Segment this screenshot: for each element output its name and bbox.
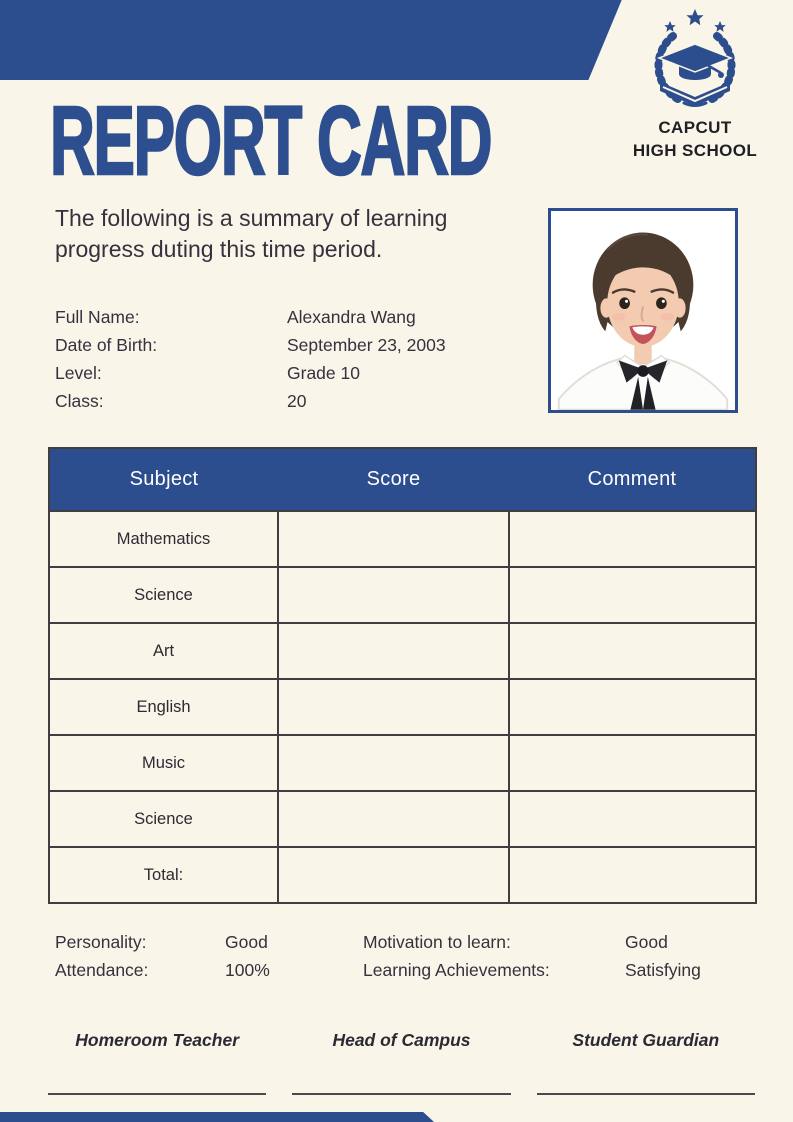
remark-label: Learning Achievements: bbox=[363, 959, 550, 980]
comment-cell bbox=[509, 735, 756, 791]
subject-cell: English bbox=[49, 679, 278, 735]
school-logo bbox=[610, 8, 780, 162]
school-name-line2: HIGH SCHOOL bbox=[632, 141, 758, 160]
score-cell bbox=[278, 735, 509, 791]
comment-cell bbox=[509, 847, 756, 903]
star-icon bbox=[686, 9, 703, 25]
column-header-subject: Subject bbox=[49, 448, 278, 511]
comment-cell bbox=[509, 679, 756, 735]
remark-label: Motivation to learn: bbox=[363, 931, 511, 952]
score-cell bbox=[278, 511, 509, 567]
score-cell bbox=[278, 847, 509, 903]
subject-cell: Mathematics bbox=[49, 511, 278, 567]
remark-label: Attendance: bbox=[55, 959, 149, 980]
comment-cell bbox=[509, 623, 756, 679]
score-cell bbox=[278, 791, 509, 847]
remarks-row bbox=[55, 928, 760, 956]
table-row bbox=[49, 791, 756, 847]
star-icon bbox=[664, 21, 675, 32]
column-header-score: Score bbox=[278, 448, 509, 511]
score-cell bbox=[278, 623, 509, 679]
field-value: September 23, 2003 bbox=[287, 334, 446, 355]
remark-value: Good bbox=[225, 931, 268, 952]
remark-label: Personality: bbox=[55, 931, 147, 952]
comment-cell bbox=[509, 511, 756, 567]
table-row bbox=[49, 511, 756, 567]
signature-line bbox=[292, 1093, 510, 1095]
table-header-row bbox=[49, 448, 756, 511]
field-label: Class: bbox=[55, 390, 104, 411]
field-value: 20 bbox=[287, 390, 307, 411]
signature-block bbox=[48, 1030, 266, 1095]
student-photo bbox=[548, 208, 738, 413]
page-title: REPORT CARD bbox=[50, 86, 492, 195]
footer-accent-bar bbox=[0, 1112, 434, 1122]
subject-cell: Total: bbox=[49, 847, 278, 903]
signature-label: Homeroom Teacher bbox=[75, 1030, 240, 1050]
remark-value: Satisfying bbox=[625, 959, 701, 980]
intro-line2: progress duting this time period. bbox=[55, 236, 383, 262]
intro-text bbox=[55, 203, 447, 265]
comment-cell bbox=[509, 791, 756, 847]
signature-line bbox=[537, 1093, 755, 1095]
subject-cell: Art bbox=[49, 623, 278, 679]
student-field-row bbox=[55, 359, 535, 387]
student-field-row bbox=[55, 387, 535, 415]
field-label: Full Name: bbox=[55, 306, 140, 327]
table-row bbox=[49, 623, 756, 679]
signature-block bbox=[292, 1030, 510, 1095]
remarks-row bbox=[55, 956, 760, 984]
school-name-line1: CAPCUT bbox=[658, 118, 732, 137]
field-value: Grade 10 bbox=[287, 362, 360, 383]
score-cell bbox=[278, 567, 509, 623]
subject-cell: Science bbox=[49, 791, 278, 847]
subject-cell: Science bbox=[49, 567, 278, 623]
student-info bbox=[55, 303, 535, 415]
student-field-row bbox=[55, 303, 535, 331]
remark-value: Good bbox=[625, 931, 668, 952]
field-label: Level: bbox=[55, 362, 102, 383]
scores-table bbox=[48, 447, 757, 904]
field-label: Date of Birth: bbox=[55, 334, 158, 355]
remark-value: 100% bbox=[225, 959, 270, 980]
table-row bbox=[49, 847, 756, 903]
star-icon bbox=[714, 21, 725, 32]
column-header-comment: Comment bbox=[509, 448, 756, 511]
school-name bbox=[610, 116, 780, 162]
student-photo-illustration bbox=[551, 211, 735, 410]
score-cell bbox=[278, 679, 509, 735]
signature-block bbox=[537, 1030, 755, 1095]
field-value: Alexandra Wang bbox=[287, 306, 416, 327]
table-row bbox=[49, 567, 756, 623]
signature-label: Student Guardian bbox=[572, 1030, 720, 1050]
comment-cell bbox=[509, 567, 756, 623]
graduation-cap-logo-icon bbox=[612, 8, 778, 110]
remarks-section bbox=[55, 928, 760, 984]
signature-line bbox=[48, 1093, 266, 1095]
table-row bbox=[49, 679, 756, 735]
subject-cell: Music bbox=[49, 735, 278, 791]
signature-label: Head of Campus bbox=[332, 1030, 471, 1050]
signatures-section bbox=[48, 1030, 755, 1095]
student-field-row bbox=[55, 331, 535, 359]
table-row bbox=[49, 735, 756, 791]
intro-line1: The following is a summary of learning bbox=[55, 205, 448, 231]
